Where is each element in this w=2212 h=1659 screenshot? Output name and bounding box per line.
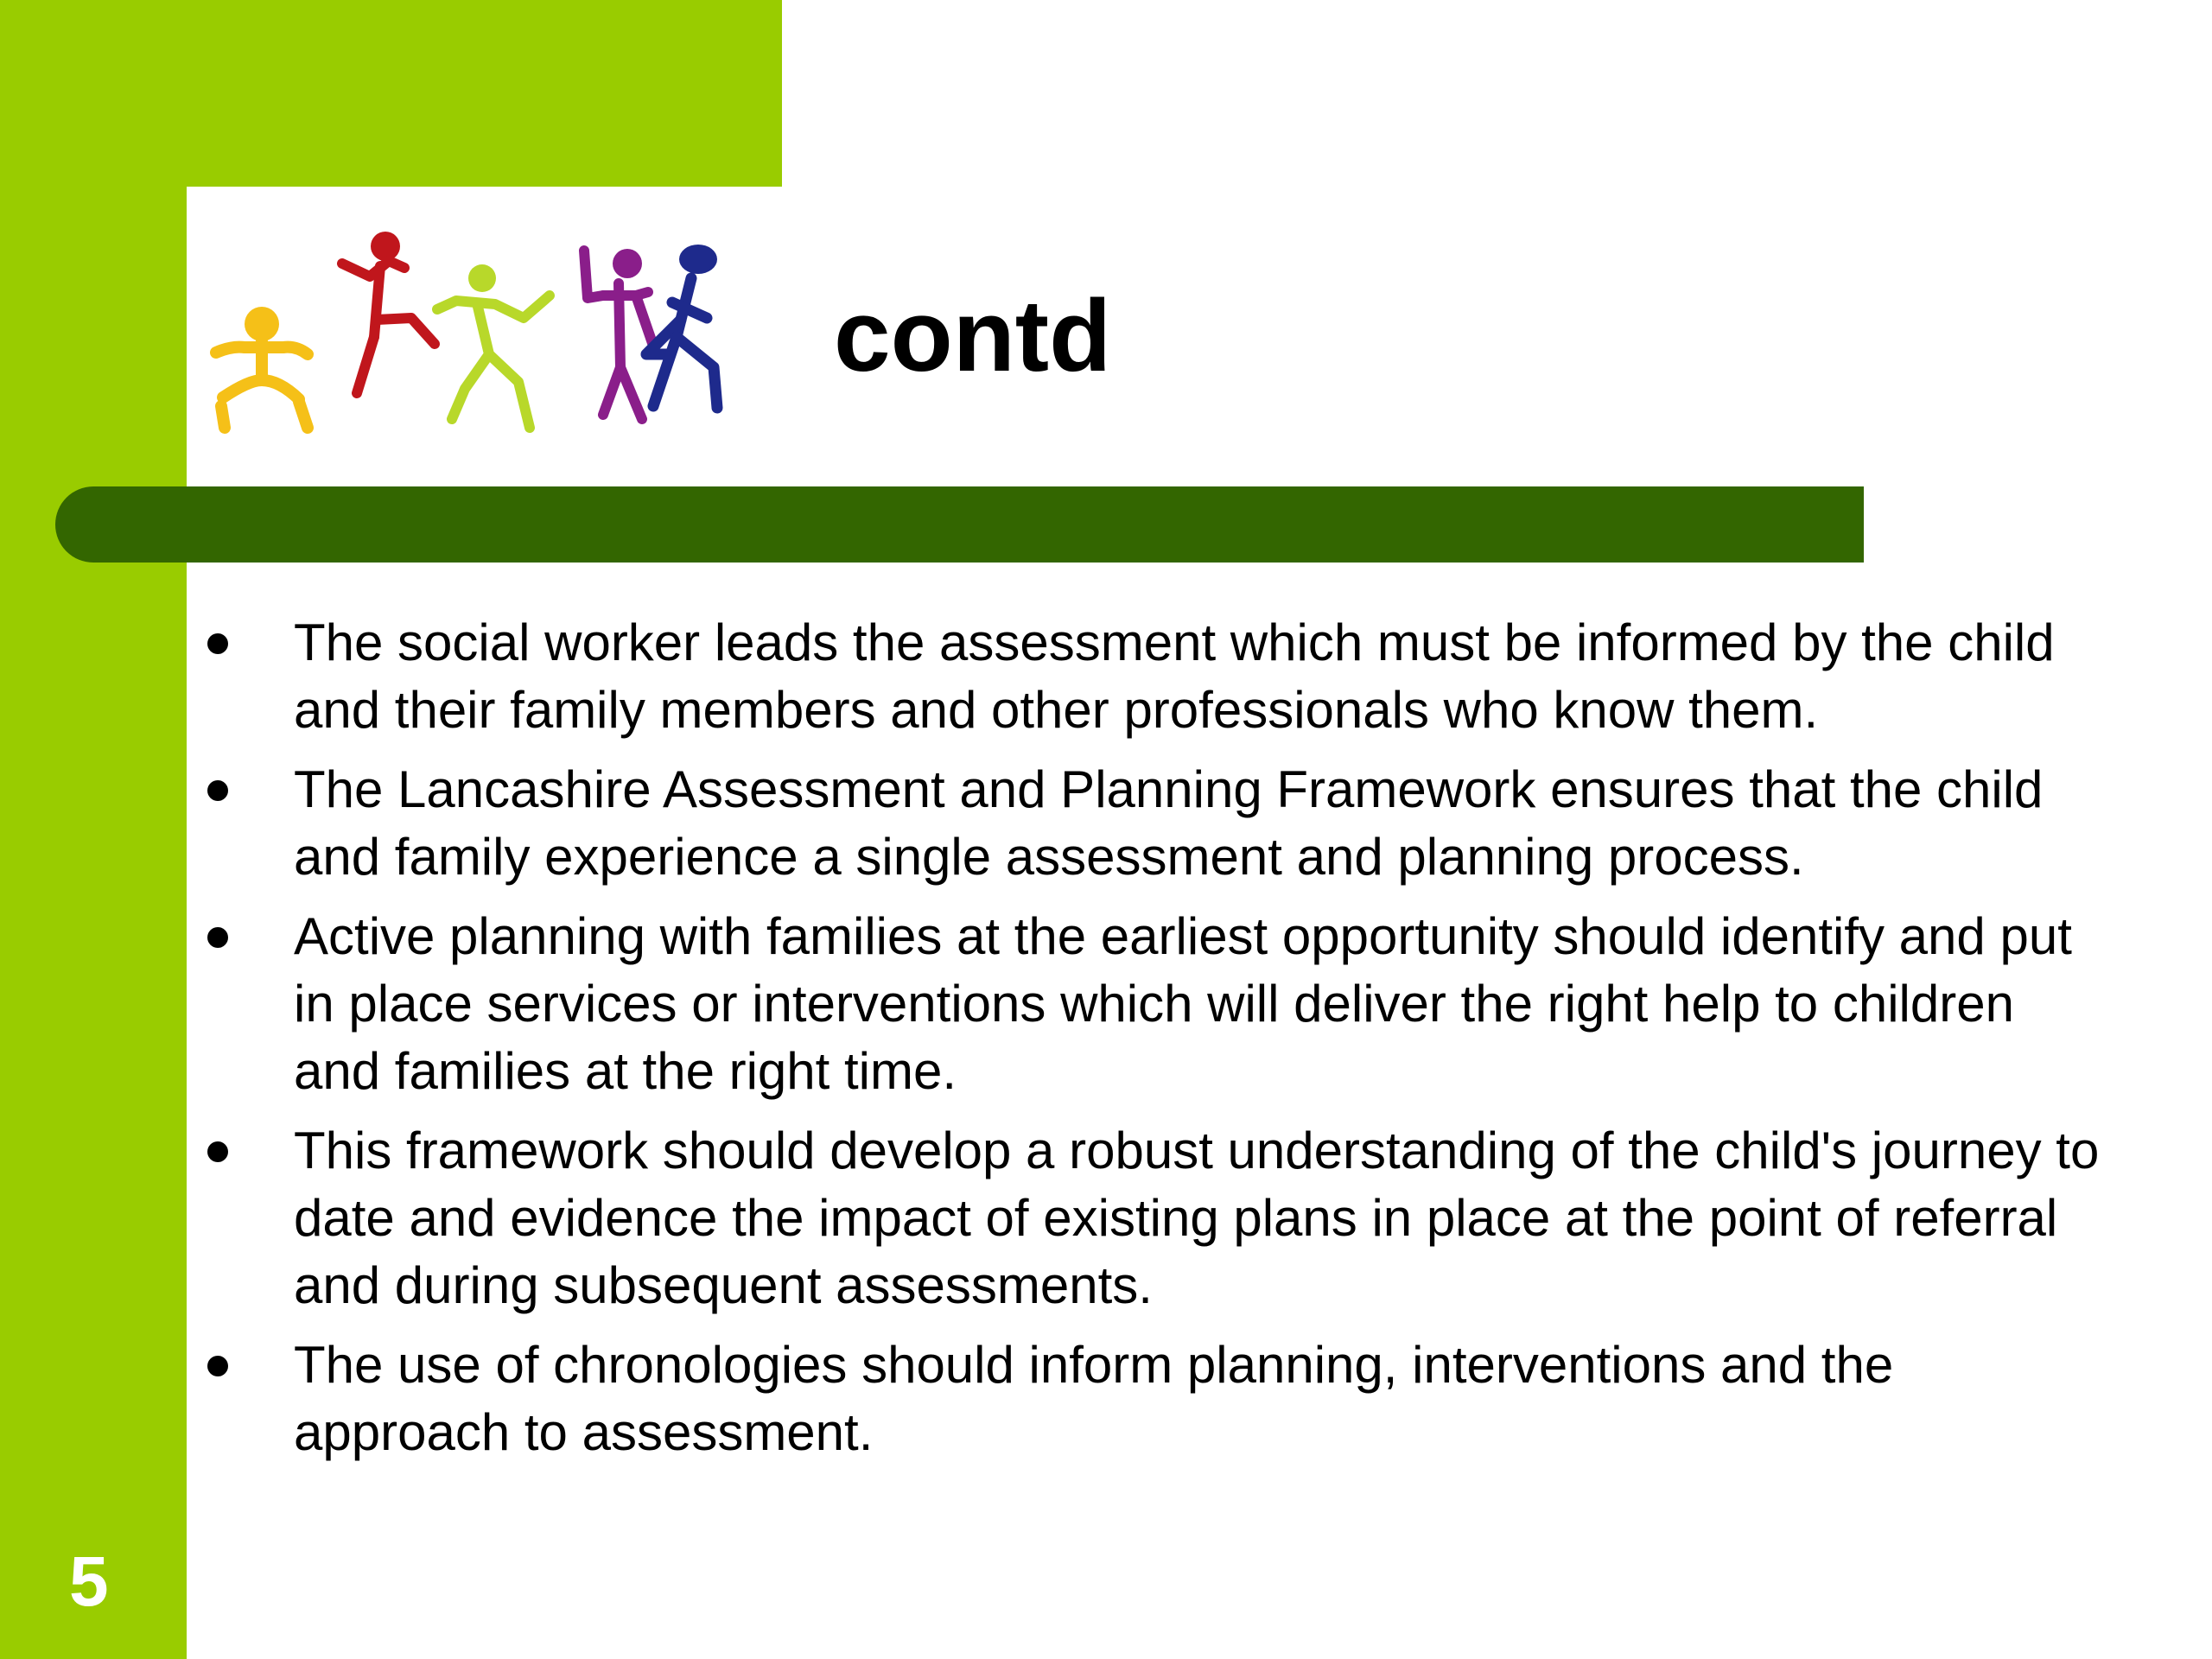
slide-title: contd [834, 279, 1112, 393]
bullet-item [203, 1117, 2104, 1319]
bullet-text: The Lancashire Assessment and Planning Framework ensures that the child and family experience a single assessment and planning process. [294, 760, 2044, 886]
bullet-item [203, 1332, 2104, 1466]
title-underline-bar [55, 486, 1864, 563]
bullet-text: Active planning with families at the earliest opportunity should identify and put in place services or interventions which will deliver the right help to children and families at the right time. [294, 907, 2072, 1100]
bullet-icon [207, 1141, 228, 1162]
top-accent-block [0, 0, 782, 187]
bullet-icon [207, 927, 228, 948]
bullet-icon [207, 633, 228, 654]
bullet-icon [207, 1356, 228, 1376]
navy-figure-icon [646, 245, 717, 408]
slide-number: 5 [69, 1542, 109, 1621]
purple-figure-icon [584, 249, 653, 419]
bullet-item [203, 609, 2104, 744]
bullet-item [203, 903, 2104, 1105]
bullet-list [203, 609, 2104, 1478]
bullet-text: This framework should develop a robust understanding of the child's journey to date and evidence the impact of existing plans in place at the point of referral and during subsequent assessments. [294, 1122, 2100, 1314]
yellow-figure-icon [216, 307, 308, 428]
bullet-text: The use of chronologies should inform planning, interventions and the approach to assessment. [294, 1336, 1894, 1461]
lime-figure-icon [437, 264, 550, 428]
bullet-item [203, 756, 2104, 891]
left-accent-band [0, 0, 187, 1659]
red-figure-icon [342, 232, 435, 393]
dancing-figures-logo [197, 216, 802, 445]
bullet-text: The social worker leads the assessment which must be informed by the child and their family members and other professionals who know them. [294, 613, 2055, 739]
bullet-icon [207, 780, 228, 801]
